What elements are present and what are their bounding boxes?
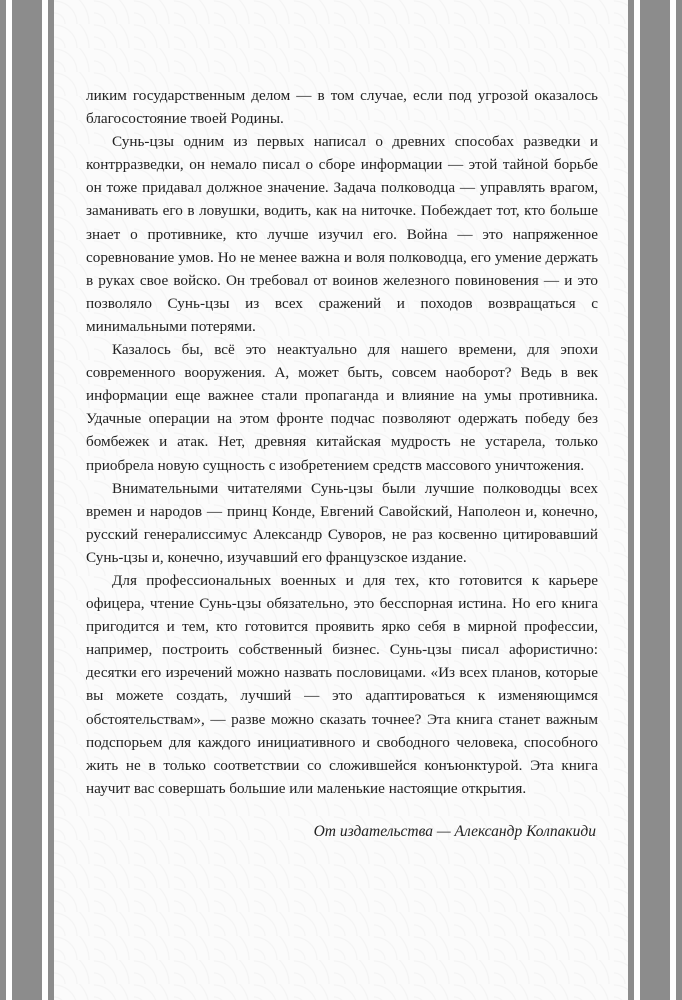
decorative-border-right bbox=[628, 0, 682, 1000]
paragraph: Для профессиональных военных и для тех, кто готовится к карьере офицера, чтение Сунь-цзы обязательно, это бесспорная истина. Но его книга пригодится и тем, кто готовится проявить ярко себя в мирной профессии, например, построить собственный бизнес. Сунь-цзы писал афористично: десятки его изречений можно назвать пословицами. «Из всех планов, которые вы можете создать, лучший — это адаптироваться к изменяющимся обстоятельствам», — разве можно сказать точнее? Эта книга станет важным подспорьем для каждого инициативного и свободного человека, способного жить не в только соответствии со сложившейся конъюнктурой. Эта книга научит вас совершать большие или маленькие настоящие открытия. bbox=[86, 571, 598, 797]
text-body bbox=[86, 84, 598, 843]
paragraph: Внимательными читателями Сунь-цзы были лучшие полководцы всех времен и народов — принц Конде, Евгений Савойский, Наполеон и, конечно, русский генералиссимус Александр Суворов, не раз косвенно цитировавший Сунь-цзы и, конечно, изучавший его французское издание. bbox=[86, 479, 598, 566]
paragraph: Казалось бы, всё это неактуально для нашего времени, для эпохи современного вооружения. А, может быть, совсем наоборот? Ведь в век информации еще важнее стали пропаганда и влияние на умы противника. Удачные операции на этом фронте подчас позволяют одержать победу без бомбежек и атак. Нет, древняя китайская мудрость не устарела, только приобрела новую сущность с изобретением средств массового уничтожения. bbox=[86, 341, 598, 474]
decorative-border-left bbox=[0, 0, 54, 1000]
paragraph: ликим государственным делом — в том случае, если под угрозой оказалось благосостояние твоей Родины. bbox=[86, 87, 598, 128]
page bbox=[54, 0, 628, 1000]
signature: От издательства — Александр Колпакиди bbox=[313, 822, 596, 840]
paragraph: Сунь-цзы одним из первых написал о древних способах разведки и контрразведки, он немало писал о сборе информации — этой тайной борьбе он тоже придавал должное значение. Задача полководца — управлять врагом, заманивать его в ловушки, водить, как на ниточке. Побеждает тот, кто больше знает о противнике, кто лучше изучил его. Война — это напряженное соревнование умов. Но не менее важна и воля полководца, его умение держать в руках свое войско. Он требовал от воинов железного повиновения — и это позволяло Сунь-цзы из всех сражений и походов возвращаться с минимальными потерями. bbox=[86, 133, 598, 335]
